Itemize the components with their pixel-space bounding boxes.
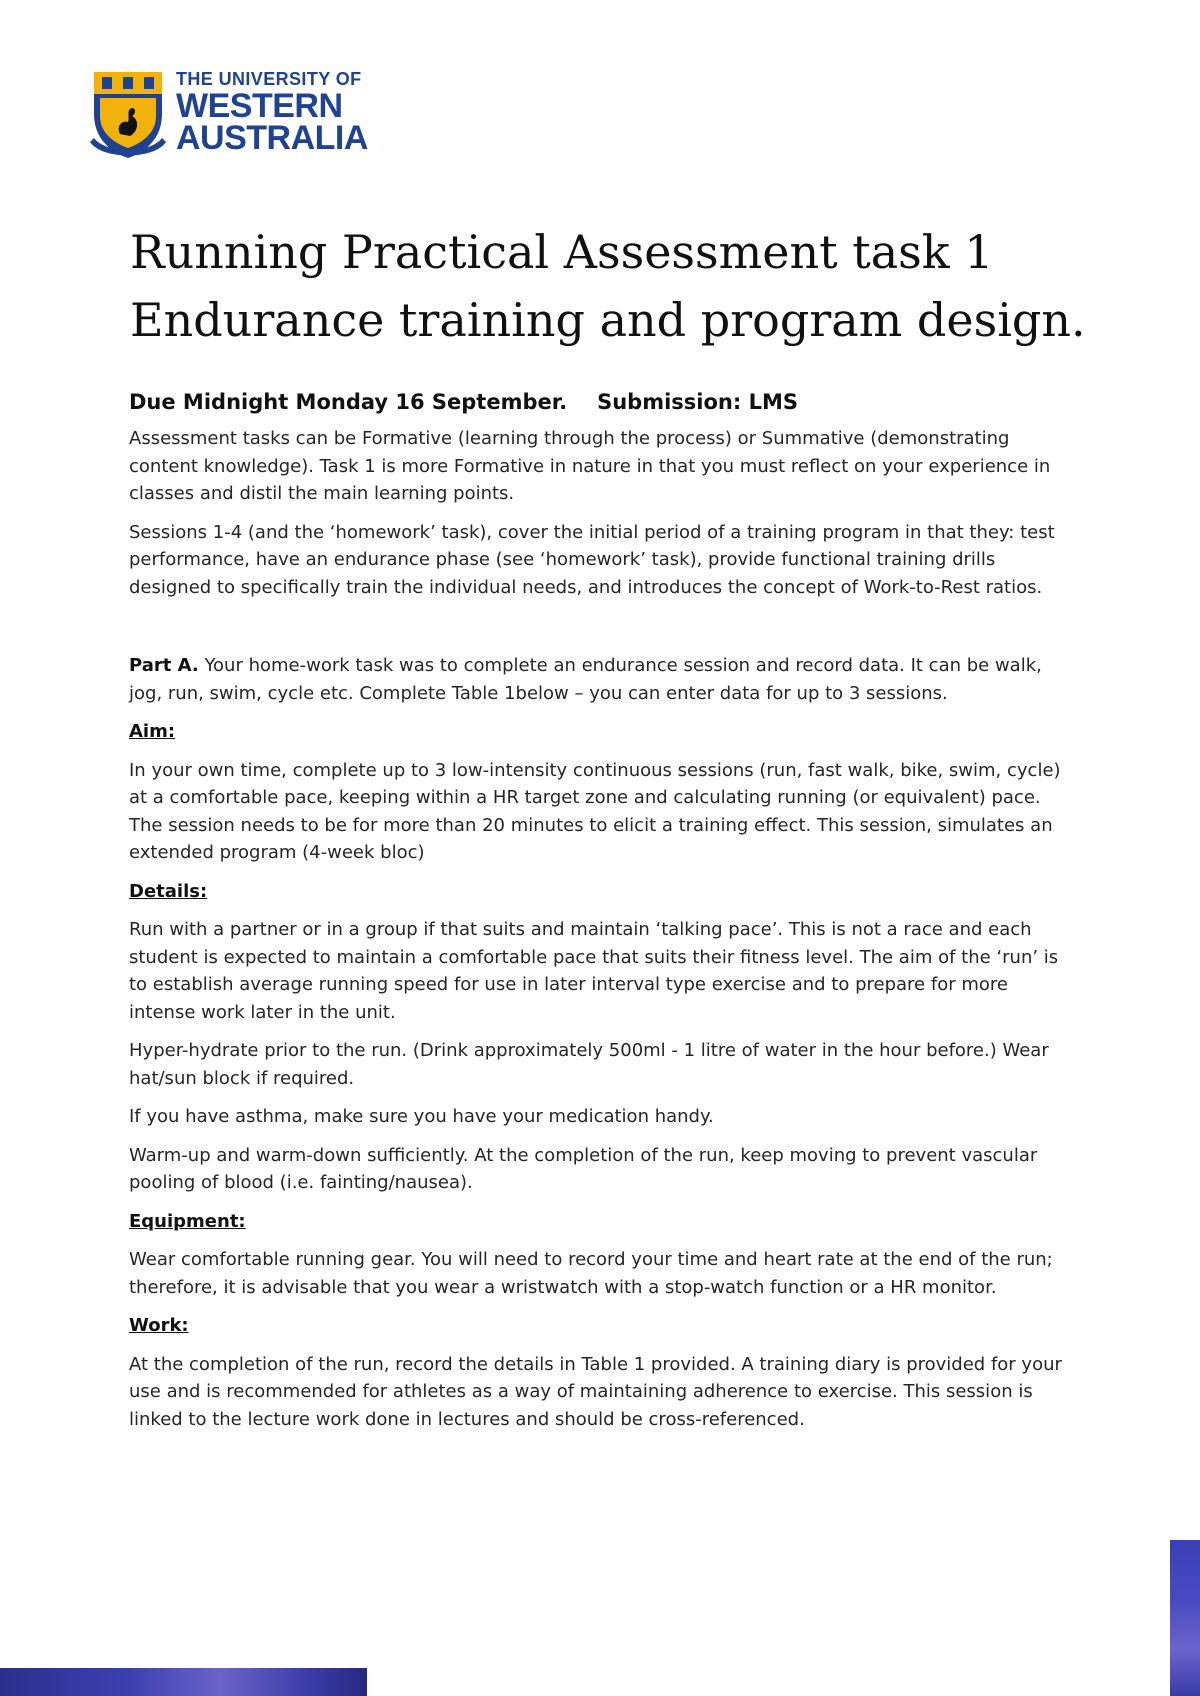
part-a-text: Your home-work task was to complete an endurance session and record data. It can be walk, jog, run, swim, cycle etc. Complete Table 1below – you can enter data for up to 3 sessions.: [129, 655, 1042, 704]
decorative-band-bottom: [0, 1668, 367, 1696]
due-deadline: Due Midnight Monday 16 September.: [129, 390, 568, 414]
part-a-paragraph: [129, 652, 1075, 707]
title-line-1: Running Practical Assessment task 1: [130, 225, 994, 279]
details-paragraph-4: Warm-up and warm-down sufficiently. At the completion of the run, keep moving to prevent vascular pooling of blood (i.e. fainting/nausea).: [129, 1144, 1038, 1193]
aim-heading: Aim:: [129, 721, 176, 742]
document-body: [129, 387, 1075, 1444]
details-paragraph-3: If you have asthma, make sure you have your medication handy.: [129, 1106, 714, 1127]
aim-text: In your own time, complete up to 3 low-intensity continuous sessions (run, fast walk, bike, swim, cycle) at a comfortable pace, keeping within a HR target zone and calculating running (or equivalent) pace. The session needs to be for more than 20 minutes to elicit a training effect. This session, simulates an extended program (4-week bloc): [129, 759, 1061, 863]
equipment-heading: Equipment:: [129, 1210, 246, 1232]
logo-line-1: THE UNIVERSITY OF: [176, 69, 362, 89]
decorative-band-right: [1170, 1540, 1200, 1696]
submission-method: Submission: LMS: [597, 390, 798, 414]
intro-paragraph-1: Assessment tasks can be Formative (learning through the process) or Summative (demonstrating content knowledge). Task 1 is more Formative in nature in that you must reflect on your experience in classes and distil the main learning points.: [129, 428, 1051, 504]
logo-line-2: WESTERN: [176, 87, 343, 125]
part-a-label: Part A.: [129, 655, 199, 676]
work-heading: Work:: [129, 1315, 189, 1336]
logo-line-3: AUSTRALIA: [176, 119, 368, 157]
document-title: [130, 218, 1090, 354]
due-line: [129, 387, 1075, 417]
university-logo: [88, 66, 388, 162]
equipment-text: Wear comfortable running gear. You will need to record your time and heart rate at the end of the run; therefore, it is advisable that you wear a wristwatch with a stop-watch function or a HR monitor.: [129, 1249, 1053, 1298]
title-line-2: Endurance training and program design.: [130, 293, 1086, 347]
work-text: At the completion of the run, record the details in Table 1 provided. A training diary is provided for your use and is recommended for athletes as a way of maintaining adherence to exercise. This session is linked to the lecture work done in lectures and should be cross-referenced.: [129, 1353, 1062, 1430]
details-heading: Details:: [129, 880, 208, 902]
logo-wordmark: [176, 68, 368, 157]
details-paragraph-1: Run with a partner or in a group if that suits and maintain ‘talking pace’. This is not a race and each student is expected to maintain a comfortable pace that suits their fitness level. The aim of the ‘run’ is to establish average running speed for use in later interval type exercise and to prepare for more intense work later in the unit.: [129, 919, 1059, 1023]
university-crest-icon: [88, 68, 168, 162]
intro-paragraph-2: Sessions 1-4 (and the ‘homework’ task), cover the initial period of a training program in that they: test performance, have an endurance phase (see ‘homework’ task), provide functional training drills designed to specifically train the individual needs, and introduces the concept of Work-to-Rest ratios.: [129, 521, 1055, 598]
details-paragraph-2: Hyper-hydrate prior to the run. (Drink approximately 500ml - 1 litre of water in the hour before.) Wear hat/sun block if required.: [129, 1040, 1049, 1089]
